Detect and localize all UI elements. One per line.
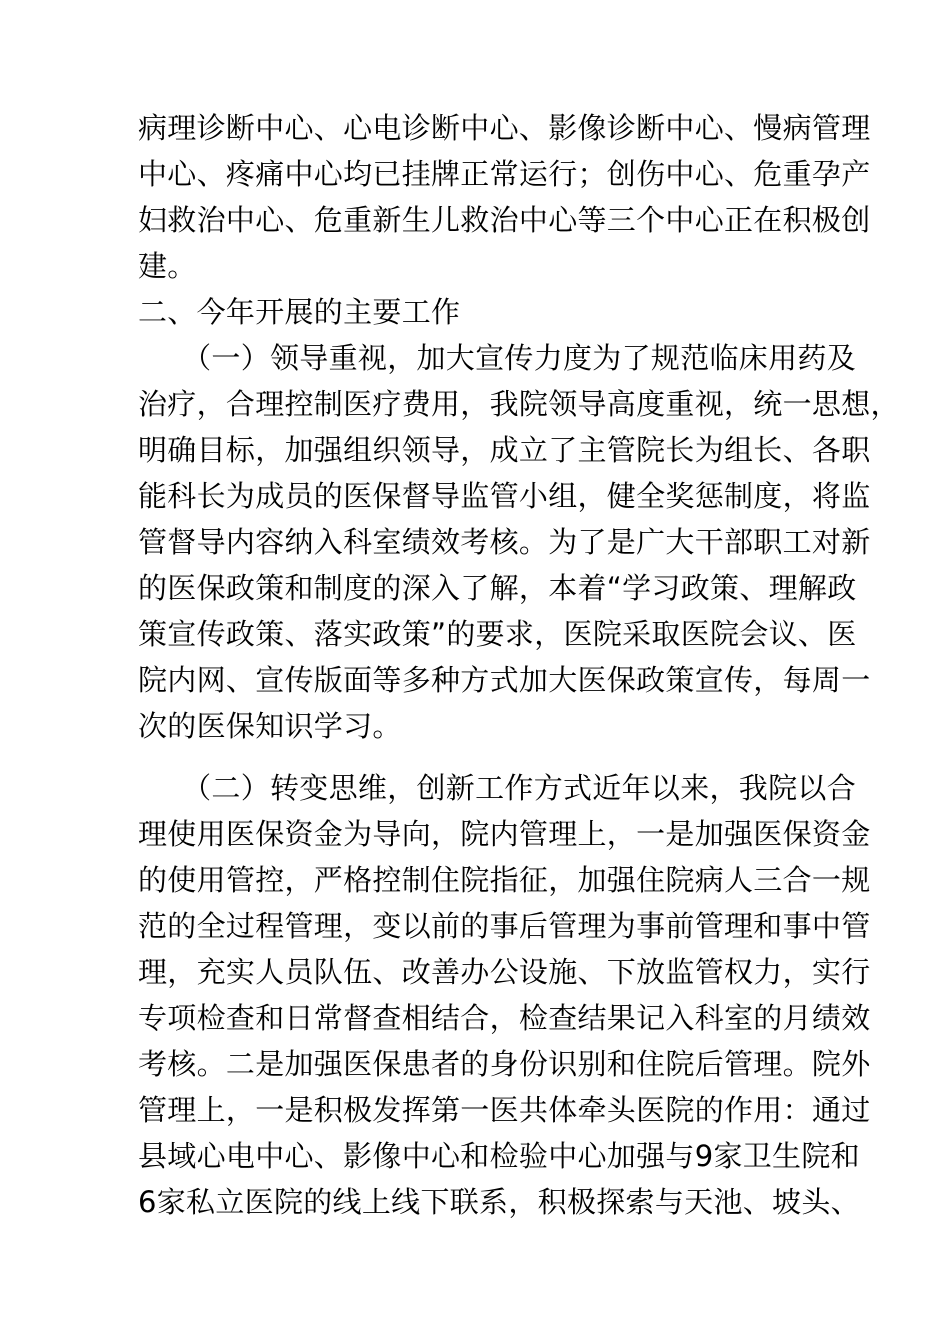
text-line: 院内网、宣传版面等多种方式加大医保政策宣传，每周一 (138, 663, 871, 697)
text-line: 明确目标，加强组织领导，成立了主管院长为组长、各职 (138, 433, 871, 467)
text-line: 县域心电中心、影像中心和检验中心加强与9家卫生院和 (138, 1139, 860, 1173)
text-line: 策宣传政策、落实政策”的要求，医院采取医院会议、医 (138, 617, 857, 651)
section-heading: 二、今年开展的主要工作 (138, 295, 461, 329)
text-line: 6家私立医院的线上线下联系，积极探索与天池、坡头、 (138, 1185, 860, 1219)
paragraph-gap (138, 749, 838, 765)
text-line: 能科长为成员的医保督导监管小组，健全奖惩制度，将监 (138, 479, 871, 513)
text-line: 中心、疼痛中心均已挂牌正常运行；创伤中心、危重孕产 (138, 157, 871, 191)
text-line: 理使用医保资金为导向，院内管理上，一是加强医保资金 (138, 817, 871, 851)
text-line: 管理上，一是积极发挥第一医共体牵头医院的作用：通过 (138, 1093, 871, 1127)
text-line: 考核。二是加强医保患者的身份识别和住院后管理。院外 (138, 1047, 871, 1081)
text-line: （二）转变思维，创新工作方式近年以来，我院以合 (138, 771, 857, 805)
text-line: （一）领导重视，加大宣传力度为了规范临床用药及 (138, 341, 857, 375)
text-line: 理，充实人员队伍、改善办公设施、下放监管权力，实行 (138, 955, 871, 989)
text-line: 治疗，合理控制医疗费用，我院领导高度重视，统一思想， (138, 387, 900, 421)
text-line: 妇救治中心、危重新生儿救治中心等三个中心正在积极创 (138, 203, 871, 237)
body-text (138, 105, 900, 1225)
text-line: 专项检查和日常督查相结合，检查结果记入科室的月绩效 (138, 1001, 871, 1035)
text-line: 的医保政策和制度的深入了解，本着“学习政策、理解政 (138, 571, 857, 605)
text-line: 范的全过程管理，变以前的事后管理为事前管理和事中管 (138, 909, 871, 943)
text-line: 病理诊断中心、心电诊断中心、影像诊断中心、慢病管理 (138, 111, 871, 145)
text-line: 管督导内容纳入科室绩效考核。为了是广大干部职工对新 (138, 525, 871, 559)
text-line: 的使用管控，严格控制住院指征，加强住院病人三合一规 (138, 863, 871, 897)
text-line: 建。 (138, 249, 197, 283)
text-line: 次的医保知识学习。 (138, 709, 402, 743)
